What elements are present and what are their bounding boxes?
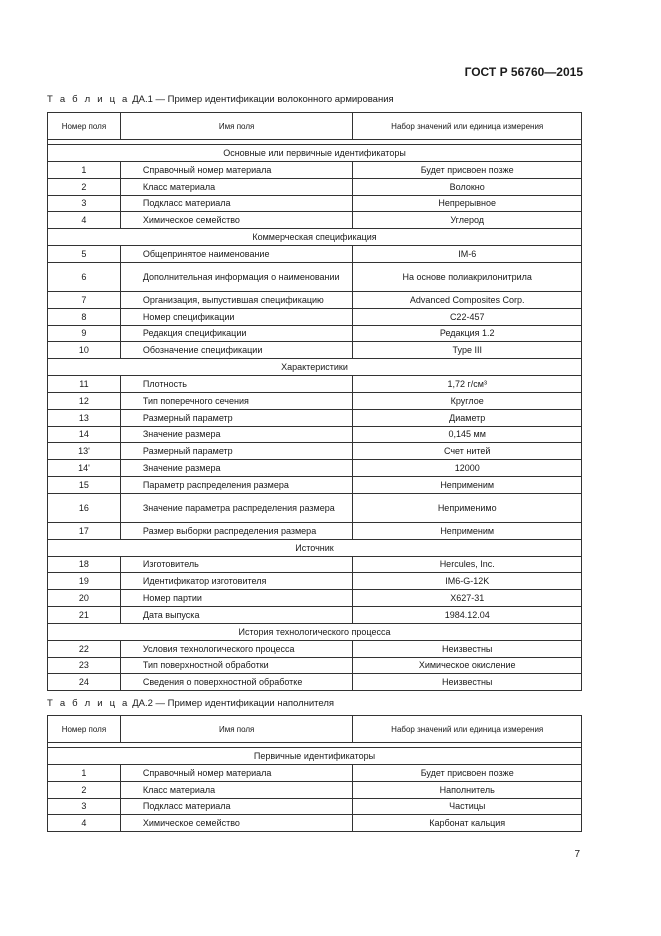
section-row bbox=[48, 748, 582, 765]
section-row bbox=[48, 359, 582, 376]
field-value: Счет нитей bbox=[353, 443, 582, 460]
table-row bbox=[48, 815, 582, 832]
table-row bbox=[48, 522, 582, 539]
field-number: 19 bbox=[48, 573, 121, 590]
field-value: Химическое окисление bbox=[353, 657, 582, 674]
field-number: 14 bbox=[48, 426, 121, 443]
table-row bbox=[48, 246, 582, 263]
field-value: Частицы bbox=[353, 798, 582, 815]
table-row bbox=[48, 657, 582, 674]
field-name: Тип поверхностной обработки bbox=[120, 657, 353, 674]
field-number: 15 bbox=[48, 476, 121, 493]
table1-caption-text: ДА.1 — Пример идентификации волоконного армирования bbox=[132, 94, 394, 105]
field-value: Редакция 1.2 bbox=[353, 325, 582, 342]
field-number: 10 bbox=[48, 342, 121, 359]
field-number: 14' bbox=[48, 460, 121, 477]
field-value: Наполнитель bbox=[353, 781, 582, 798]
field-value: C22-457 bbox=[353, 308, 582, 325]
table-row bbox=[48, 178, 582, 195]
field-name: Номер спецификации bbox=[120, 308, 353, 325]
table-row bbox=[48, 556, 582, 573]
field-name: Параметр распределения размера bbox=[120, 476, 353, 493]
field-number: 18 bbox=[48, 556, 121, 573]
column-header: Набор значений или единица измерения bbox=[353, 716, 582, 743]
field-name: Дата выпуска bbox=[120, 606, 353, 623]
field-value: IM-6 bbox=[353, 246, 582, 263]
field-value: Непрерывное bbox=[353, 195, 582, 212]
table2 bbox=[47, 715, 582, 832]
field-number: 11 bbox=[48, 376, 121, 393]
section-title: Коммерческая спецификация bbox=[48, 229, 582, 246]
table-header-row bbox=[48, 716, 582, 743]
field-value: Неприменим bbox=[353, 522, 582, 539]
section-title: Первичные идентификаторы bbox=[48, 748, 582, 765]
field-name: Обозначение спецификации bbox=[120, 342, 353, 359]
field-name: Общепринятое наименование bbox=[120, 246, 353, 263]
field-number: 24 bbox=[48, 674, 121, 691]
field-number: 6 bbox=[48, 262, 121, 291]
field-name: Редакция спецификации bbox=[120, 325, 353, 342]
field-name: Размерный параметр bbox=[120, 409, 353, 426]
table-row bbox=[48, 476, 582, 493]
field-value: На основе полиакрилонитрила bbox=[353, 262, 582, 291]
table-header-row bbox=[48, 113, 582, 140]
table-row bbox=[48, 409, 582, 426]
field-number: 17 bbox=[48, 522, 121, 539]
field-name: Химическое семейство bbox=[120, 212, 353, 229]
page-number: 7 bbox=[574, 849, 580, 860]
column-header: Набор значений или единица измерения bbox=[353, 113, 582, 140]
table-row bbox=[48, 460, 582, 477]
field-value: Неизвестны bbox=[353, 674, 582, 691]
column-header: Номер поля bbox=[48, 716, 121, 743]
field-name: Значение параметра распределения размера bbox=[120, 493, 353, 522]
section-title: Основные или первичные идентификаторы bbox=[48, 145, 582, 162]
field-name: Изготовитель bbox=[120, 556, 353, 573]
column-header: Номер поля bbox=[48, 113, 121, 140]
table1 bbox=[47, 112, 582, 691]
field-number: 13' bbox=[48, 443, 121, 460]
field-value: 1984.12.04 bbox=[353, 606, 582, 623]
standard-code: ГОСТ Р 56760—2015 bbox=[464, 65, 583, 79]
field-name: Подкласс материала bbox=[120, 195, 353, 212]
field-number: 21 bbox=[48, 606, 121, 623]
field-name: Химическое семейство bbox=[120, 815, 353, 832]
field-value: IM6-G-12K bbox=[353, 573, 582, 590]
field-name: Номер партии bbox=[120, 590, 353, 607]
field-number: 20 bbox=[48, 590, 121, 607]
table-row bbox=[48, 640, 582, 657]
field-name: Размер выборки распределения размера bbox=[120, 522, 353, 539]
field-name: Справочный номер материала bbox=[120, 765, 353, 782]
table2-caption-label: Т а б л и ц а bbox=[47, 698, 130, 709]
table-row bbox=[48, 674, 582, 691]
field-value: Будет присвоен позже bbox=[353, 765, 582, 782]
field-name: Размерный параметр bbox=[120, 443, 353, 460]
table-row bbox=[48, 212, 582, 229]
field-number: 8 bbox=[48, 308, 121, 325]
section-row bbox=[48, 623, 582, 640]
field-value: Карбонат кальция bbox=[353, 815, 582, 832]
field-value: X627-31 bbox=[353, 590, 582, 607]
field-number: 1 bbox=[48, 162, 121, 179]
table-row bbox=[48, 291, 582, 308]
table-row bbox=[48, 573, 582, 590]
field-name: Значение размера bbox=[120, 460, 353, 477]
section-title: Характеристики bbox=[48, 359, 582, 376]
section-title: Источник bbox=[48, 539, 582, 556]
field-name: Организация, выпустившая спецификацию bbox=[120, 291, 353, 308]
table1-caption bbox=[47, 94, 394, 105]
field-value: 0,145 мм bbox=[353, 426, 582, 443]
field-number: 4 bbox=[48, 815, 121, 832]
table-row bbox=[48, 162, 582, 179]
field-name: Условия технологического процесса bbox=[120, 640, 353, 657]
field-name: Справочный номер материала bbox=[120, 162, 353, 179]
table2-caption-text: ДА.2 — Пример идентификации наполнителя bbox=[132, 698, 335, 709]
field-name: Значение размера bbox=[120, 426, 353, 443]
table2-caption bbox=[47, 698, 334, 709]
field-value: Диаметр bbox=[353, 409, 582, 426]
table-row bbox=[48, 262, 582, 291]
field-number: 7 bbox=[48, 291, 121, 308]
field-name: Класс материала bbox=[120, 781, 353, 798]
field-value: Углерод bbox=[353, 212, 582, 229]
table-row bbox=[48, 590, 582, 607]
field-name: Подкласс материала bbox=[120, 798, 353, 815]
field-number: 5 bbox=[48, 246, 121, 263]
field-name: Плотность bbox=[120, 376, 353, 393]
field-value: Круглое bbox=[353, 392, 582, 409]
field-name: Дополнительная информация о наименовании bbox=[120, 262, 353, 291]
field-number: 9 bbox=[48, 325, 121, 342]
field-number: 2 bbox=[48, 178, 121, 195]
table-row bbox=[48, 376, 582, 393]
field-value: Неприменимо bbox=[353, 493, 582, 522]
section-row bbox=[48, 145, 582, 162]
table-row bbox=[48, 195, 582, 212]
field-name: Класс материала bbox=[120, 178, 353, 195]
field-value: Type III bbox=[353, 342, 582, 359]
table-row bbox=[48, 765, 582, 782]
field-name: Идентификатор изготовителя bbox=[120, 573, 353, 590]
field-number: 23 bbox=[48, 657, 121, 674]
field-value: Неприменим bbox=[353, 476, 582, 493]
table-row bbox=[48, 392, 582, 409]
field-number: 13 bbox=[48, 409, 121, 426]
field-value: Hercules, Inc. bbox=[353, 556, 582, 573]
table-row bbox=[48, 325, 582, 342]
field-value: 12000 bbox=[353, 460, 582, 477]
table-row bbox=[48, 342, 582, 359]
field-value: Будет присвоен позже bbox=[353, 162, 582, 179]
table-row bbox=[48, 308, 582, 325]
field-value: Advanced Composites Corp. bbox=[353, 291, 582, 308]
field-value: Неизвестны bbox=[353, 640, 582, 657]
column-header: Имя поля bbox=[120, 113, 353, 140]
table-row bbox=[48, 606, 582, 623]
field-number: 4 bbox=[48, 212, 121, 229]
field-number: 3 bbox=[48, 798, 121, 815]
field-value: Волокно bbox=[353, 178, 582, 195]
column-header: Имя поля bbox=[120, 716, 353, 743]
field-number: 3 bbox=[48, 195, 121, 212]
table-row bbox=[48, 493, 582, 522]
table1-caption-label: Т а б л и ц а bbox=[47, 94, 130, 105]
field-name: Сведения о поверхностной обработке bbox=[120, 674, 353, 691]
field-number: 12 bbox=[48, 392, 121, 409]
section-row bbox=[48, 539, 582, 556]
table-row bbox=[48, 443, 582, 460]
field-number: 1 bbox=[48, 765, 121, 782]
table-row bbox=[48, 781, 582, 798]
table-row bbox=[48, 426, 582, 443]
field-number: 2 bbox=[48, 781, 121, 798]
table-row bbox=[48, 798, 582, 815]
field-name: Тип поперечного сечения bbox=[120, 392, 353, 409]
field-number: 22 bbox=[48, 640, 121, 657]
section-row bbox=[48, 229, 582, 246]
section-title: История технологического процесса bbox=[48, 623, 582, 640]
field-value: 1,72 г/см³ bbox=[353, 376, 582, 393]
field-number: 16 bbox=[48, 493, 121, 522]
